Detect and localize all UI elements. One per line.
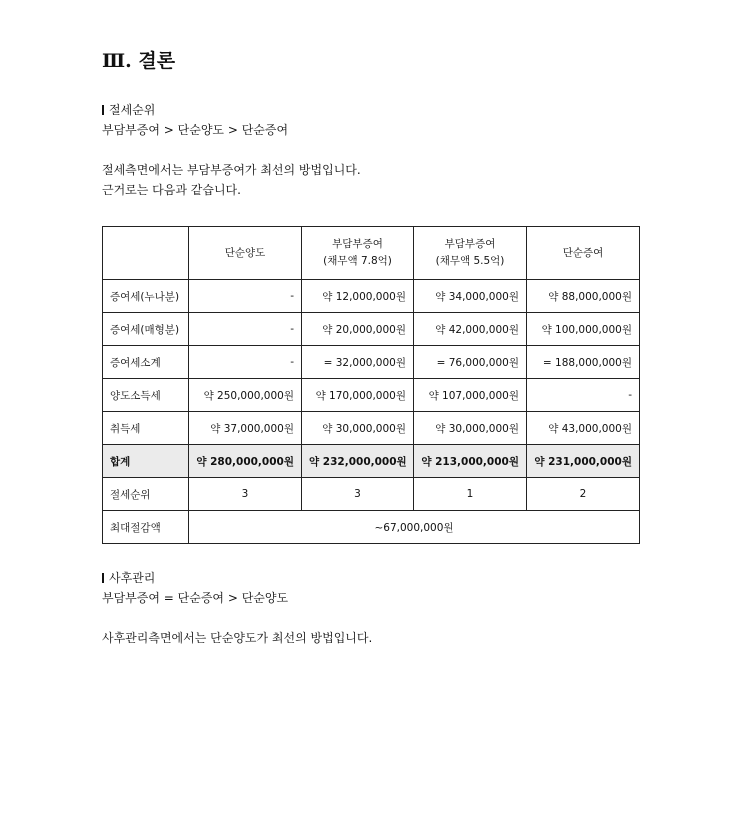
tax-desc-1: 절세측면에서는 부담부증여가 최선의 방법입니다. [102,163,361,177]
table-cell: - [189,313,302,346]
table-cell: 약 232,000,000원 [302,445,414,478]
comparison-table [102,226,640,544]
table-cell: - [527,379,640,412]
table-cell: 약 100,000,000원 [527,313,640,346]
table-cell: 3 [302,478,414,511]
row-label: 최대절감액 [103,511,189,544]
table-cell: 약 170,000,000원 [302,379,414,412]
row-label: 증여세(매형분) [103,313,189,346]
table-cell: 약 34,000,000원 [414,280,527,313]
table-cell: 3 [189,478,302,511]
heading-aftercare-text: 사후관리 [109,571,156,585]
row-label: 양도소득세 [103,379,189,412]
table-cell: = 188,000,000원 [527,346,640,379]
heading-aftercare [102,570,155,586]
row-label: 증여세소계 [103,346,189,379]
table-row [103,346,640,379]
table-row [103,379,640,412]
heading-tax-ranking-text: 절세순위 [109,103,156,117]
table-header-row [103,227,640,280]
table-cell: 약 280,000,000원 [189,445,302,478]
table-cell: 약 12,000,000원 [302,280,414,313]
aftercare-desc: 사후관리측면에서는 단순양도가 최선의 방법입니다. [102,631,373,645]
table-cell: - [189,280,302,313]
max-saving-value: ~67,000,000원 [189,511,640,544]
table-cell: 약 250,000,000원 [189,379,302,412]
table-cell: 약 30,000,000원 [414,412,527,445]
table-cell: = 32,000,000원 [302,346,414,379]
header-cell-empty [103,227,189,280]
table-cell: 약 37,000,000원 [189,412,302,445]
header-cell: 단순양도 [189,227,302,280]
table-cell: 1 [414,478,527,511]
table-cell: 약 231,000,000원 [527,445,640,478]
row-label: 절세순위 [103,478,189,511]
table-cell: = 76,000,000원 [414,346,527,379]
header-cell: 부담부증여 (채무액 5.5억) [414,227,527,280]
table-cell: 2 [527,478,640,511]
table-row [103,313,640,346]
header-cell: 단순증여 [527,227,640,280]
header-cell: 부담부증여 (채무액 7.8억) [302,227,414,280]
table-cell: 약 30,000,000원 [302,412,414,445]
heading-marker [102,105,104,115]
heading-tax-ranking [102,102,155,118]
tax-desc-2: 근거로는 다음과 같습니다. [102,183,241,197]
table-cell: 약 43,000,000원 [527,412,640,445]
table-cell: - [189,346,302,379]
table-cell: 약 107,000,000원 [414,379,527,412]
table-row [103,412,640,445]
table-row [103,511,640,544]
tax-ranking-line: 부담부증여 > 단순양도 > 단순증여 [102,123,289,137]
row-label: 취득세 [103,412,189,445]
heading-marker [102,573,104,583]
section-title: Ⅲ. 결론 [102,50,176,72]
table-cell: 약 42,000,000원 [414,313,527,346]
table-cell: 약 88,000,000원 [527,280,640,313]
aftercare-ranking-line: 부담부증여 = 단순증여 > 단순양도 [102,591,289,605]
table-total-row [103,445,640,478]
row-label: 증여세(누나분) [103,280,189,313]
table-cell: 약 20,000,000원 [302,313,414,346]
table-cell: 약 213,000,000원 [414,445,527,478]
table-row [103,478,640,511]
table-row [103,280,640,313]
row-label: 합계 [103,445,189,478]
